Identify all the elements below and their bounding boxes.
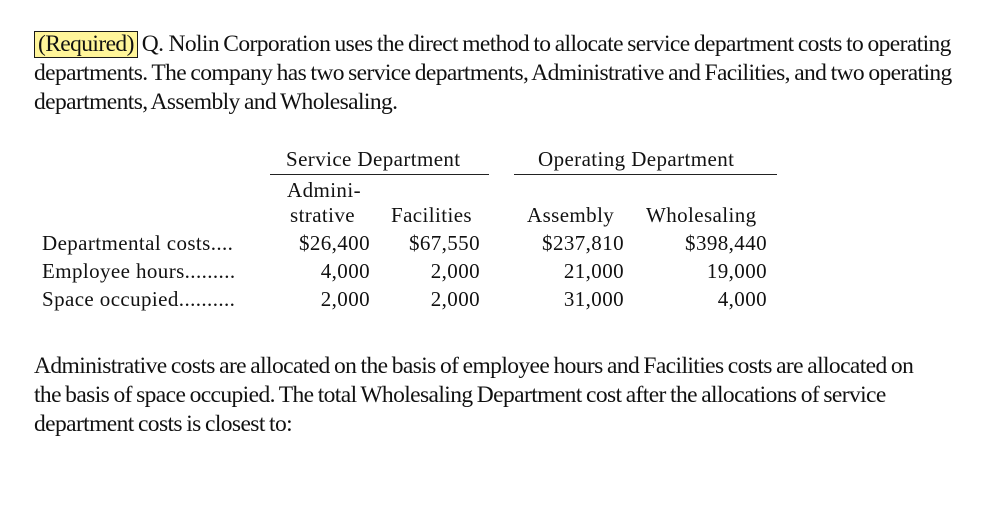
- cell-admin-hours: 4,000: [320, 259, 370, 283]
- cell-facilities-space: 2,000: [430, 287, 480, 311]
- cell-assembly-costs: $237,810: [542, 231, 624, 255]
- row-label-departmental-costs: Departmental costs....: [42, 231, 234, 255]
- cell-assembly-hours: 21,000: [563, 259, 624, 283]
- question-text: Nolin Corporation uses the direct method to allocate service department costs to operating departments. The company has two service departments, Administrative and Facilities, and two operating departments, Assembly and Wholesaling.: [34, 31, 952, 115]
- allocation-note: Administrative costs are allocated on the basis of employee hours and Facilities costs are allocated on the basis of space occupied. The total Wholesaling Department cost after the allocations of service department costs is closest to:: [34, 353, 914, 437]
- cell-assembly-space: 31,000: [563, 287, 624, 311]
- cell-facilities-hours: 2,000: [430, 259, 480, 283]
- group-header-operating: Operating Department: [538, 147, 735, 171]
- cell-wholesaling-hours: 19,000: [706, 259, 767, 283]
- cell-facilities-costs: $67,550: [408, 231, 480, 255]
- row-label-space-occupied: Space occupied..........: [42, 287, 236, 311]
- required-label: (Required): [38, 31, 134, 57]
- group-rule-service: [270, 174, 489, 175]
- cell-admin-space: 2,000: [320, 287, 370, 311]
- group-header-service: Service Department: [286, 147, 461, 171]
- cell-wholesaling-costs: $398,440: [685, 231, 767, 255]
- col-header-admin-line1: Admini-: [287, 178, 361, 202]
- col-header-facilities: Facilities: [391, 203, 472, 227]
- cell-wholesaling-space: 4,000: [717, 287, 767, 311]
- question-number: Q.: [141, 31, 164, 57]
- cell-admin-costs: $26,400: [298, 231, 370, 255]
- group-rule-operating: [514, 174, 777, 175]
- col-header-wholesaling: Wholesaling: [646, 203, 757, 227]
- col-header-assembly: Assembly: [527, 203, 615, 227]
- col-header-admin-line2: strative: [290, 203, 356, 227]
- row-label-employee-hours: Employee hours.........: [42, 259, 236, 283]
